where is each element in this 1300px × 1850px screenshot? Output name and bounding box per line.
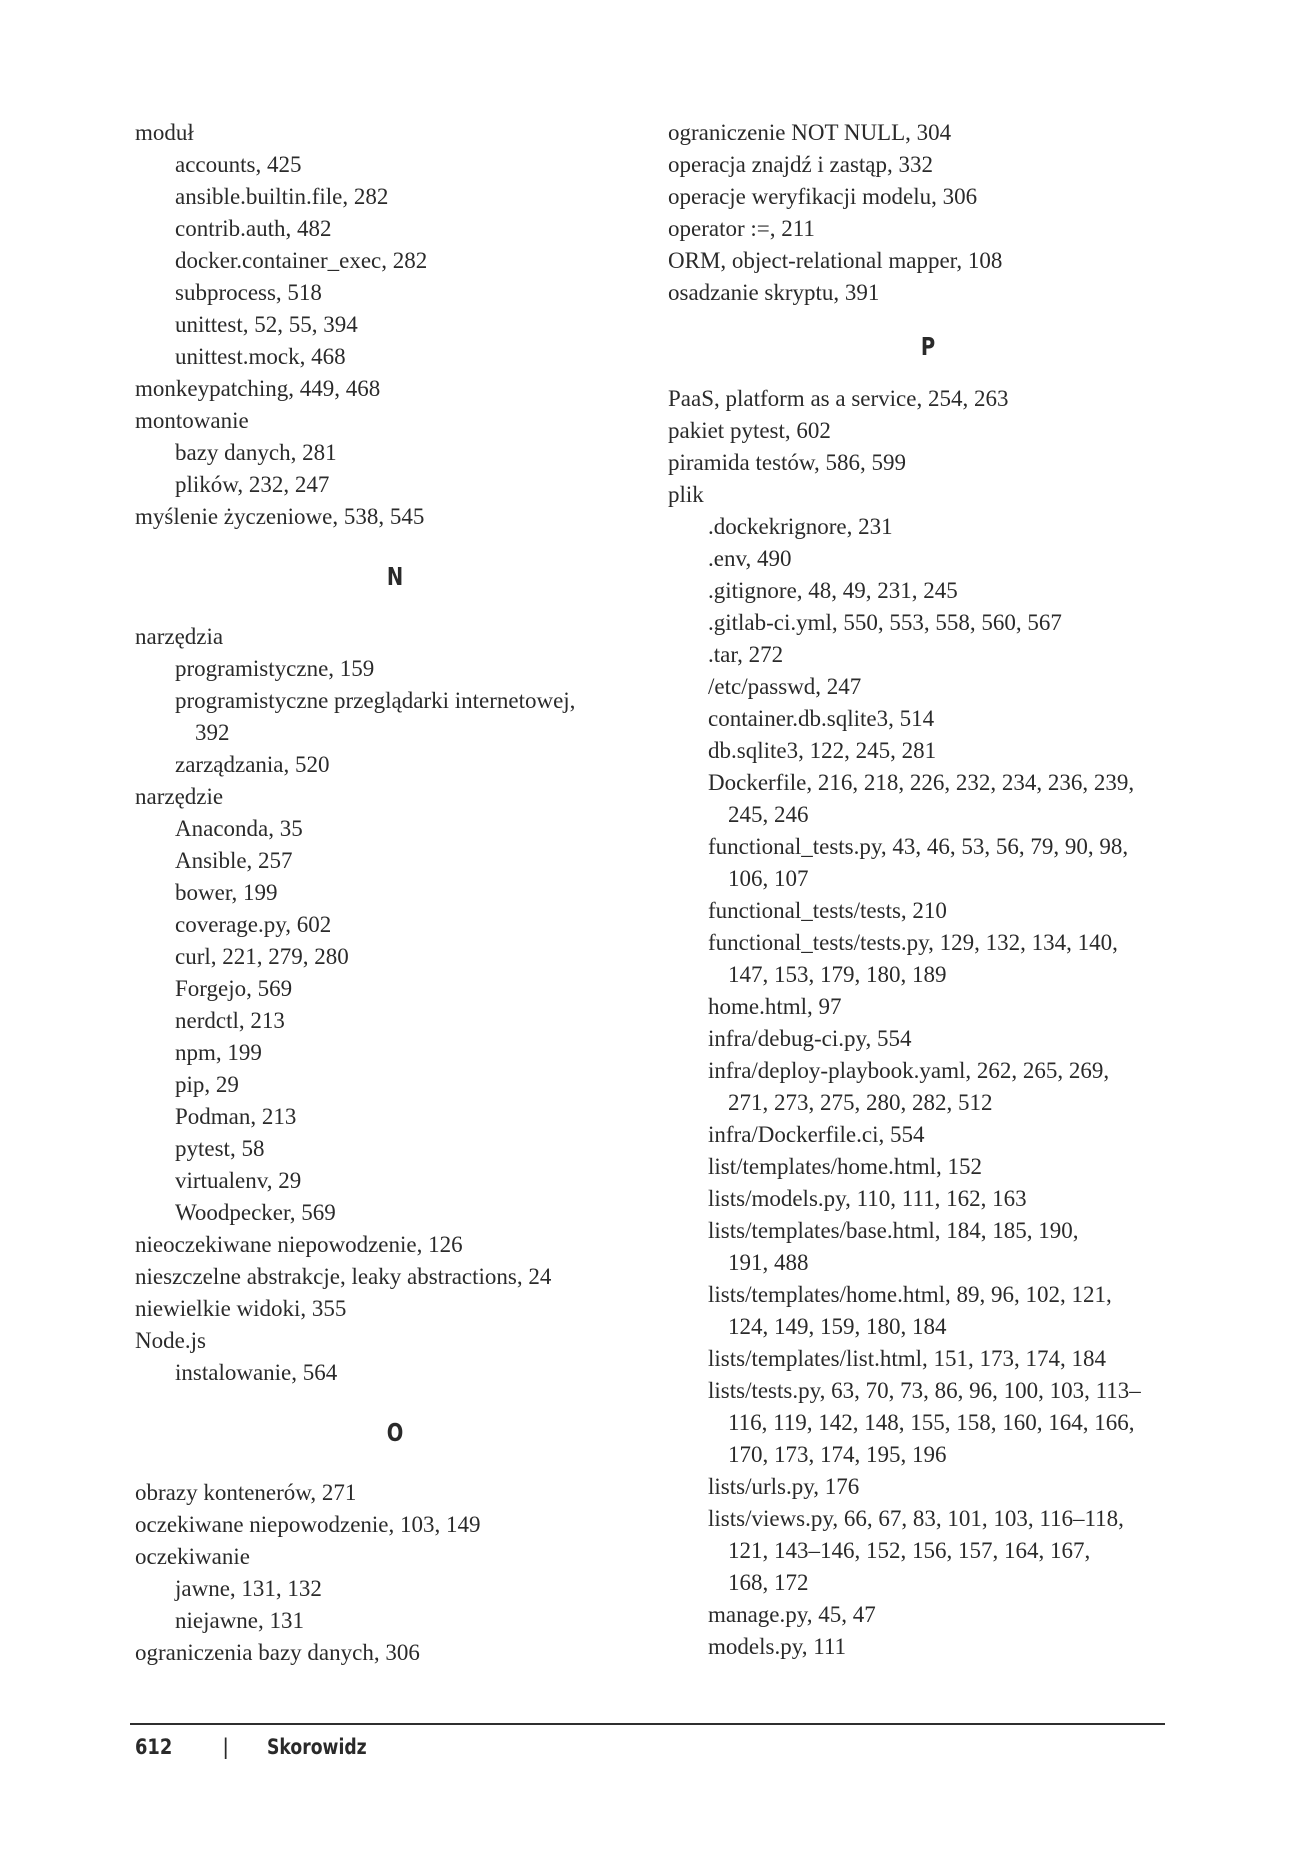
index-entry: myślenie życzeniowe, 538, 545	[135, 504, 425, 529]
index-entry-continuation: 121, 143–146, 152, 156, 157, 164, 167,	[728, 1538, 1091, 1563]
index-subentry: instalowanie, 564	[175, 1360, 338, 1385]
index-subentry: accounts, 425	[175, 152, 302, 177]
index-entry: PaaS, platform as a service, 254, 263	[668, 386, 1009, 411]
index-subentry: .gitlab-ci.yml, 550, 553, 558, 560, 567	[708, 610, 1062, 635]
index-entry: pakiet pytest, 602	[668, 418, 831, 443]
index-subentry: programistyczne, 159	[175, 656, 375, 681]
index-entry: oczekiwane niepowodzenie, 103, 149	[135, 1512, 481, 1537]
index-entry: ograniczenia bazy danych, 306	[135, 1640, 420, 1665]
index-subentry: unittest, 52, 55, 394	[175, 312, 358, 337]
index-subentry: Anaconda, 35	[175, 816, 303, 841]
index-subentry: curl, 221, 279, 280	[175, 944, 349, 969]
index-entry-continuation: 124, 149, 159, 180, 184	[728, 1314, 947, 1339]
index-subentry: niejawne, 131	[175, 1608, 305, 1633]
index-subentry: models.py, 111	[708, 1634, 846, 1659]
index-subentry: ansible.builtin.file, 282	[175, 184, 389, 209]
index-entry: osadzanie skryptu, 391	[668, 280, 880, 305]
index-subentry: functional_tests.py, 43, 46, 53, 56, 79, 90, 98,	[708, 834, 1129, 859]
index-subentry: bazy danych, 281	[175, 440, 337, 465]
index-entry: operacja znajdź i zastąp, 332	[668, 152, 934, 177]
index-subentry: list/templates/home.html, 152	[708, 1154, 983, 1179]
index-subentry: .gitignore, 48, 49, 231, 245	[708, 578, 958, 603]
index-entry-continuation: 271, 273, 275, 280, 282, 512	[728, 1090, 993, 1115]
index-entry: operator :=, 211	[668, 216, 815, 241]
index-entry: ORM, object-relational mapper, 108	[668, 248, 1003, 273]
index-subentry: lists/views.py, 66, 67, 83, 101, 103, 116–118,	[708, 1506, 1124, 1531]
index-subentry: infra/Dockerfile.ci, 554	[708, 1122, 925, 1147]
index-subentry: Ansible, 257	[175, 848, 293, 873]
index-subentry: infra/deploy-playbook.yaml, 262, 265, 269,	[708, 1058, 1110, 1083]
index-entry: obrazy kontenerów, 271	[135, 1480, 357, 1505]
index-subentry: npm, 199	[175, 1040, 262, 1065]
index-subentry: docker.container_exec, 282	[175, 248, 428, 273]
index-subentry: .dockekrignore, 231	[708, 514, 893, 539]
index-entry-continuation: 392	[195, 720, 230, 745]
index-subentry: lists/models.py, 110, 111, 162, 163	[708, 1186, 1027, 1211]
index-entry: niewielkie widoki, 355	[135, 1296, 347, 1321]
index-subentry: lists/templates/base.html, 184, 185, 190,	[708, 1218, 1079, 1243]
index-subentry: lists/urls.py, 176	[708, 1474, 860, 1499]
index-subentry: pytest, 58	[175, 1136, 265, 1161]
index-subentry: Woodpecker, 569	[175, 1200, 336, 1225]
index-entry: moduł	[135, 120, 194, 145]
index-entry: plik	[668, 482, 704, 507]
index-subentry: Dockerfile, 216, 218, 226, 232, 234, 236, 239,	[708, 770, 1135, 795]
index-entry: ograniczenie NOT NULL, 304	[668, 120, 952, 145]
index-subentry: nerdctl, 213	[175, 1008, 285, 1033]
index-entry-continuation: 170, 173, 174, 195, 196	[728, 1442, 947, 1467]
footer-separator: |	[222, 1735, 230, 1759]
index-subentry: .tar, 272	[708, 642, 784, 667]
index-entry: narzędzie	[135, 784, 224, 809]
index-entry: Node.js	[135, 1328, 206, 1353]
index-subentry: Podman, 213	[175, 1104, 297, 1129]
index-entry-continuation: 116, 119, 142, 148, 155, 158, 160, 164, 166,	[728, 1410, 1135, 1435]
index-subentry: lists/templates/home.html, 89, 96, 102, 121,	[708, 1282, 1112, 1307]
index-subentry: container.db.sqlite3, 514	[708, 706, 935, 731]
page-number: 612	[135, 1735, 173, 1759]
index-subentry: jawne, 131, 132	[175, 1576, 322, 1601]
index-subentry: Forgejo, 569	[175, 976, 293, 1001]
index-letter-heading: O	[386, 1418, 404, 1447]
index-entry-continuation: 245, 246	[728, 802, 809, 827]
index-subentry: coverage.py, 602	[175, 912, 332, 937]
index-entry: piramida testów, 586, 599	[668, 450, 907, 475]
index-letter-heading: N	[386, 562, 404, 591]
index-subentry: plików, 232, 247	[175, 472, 330, 497]
index-subentry: functional_tests/tests, 210	[708, 898, 947, 923]
index-entry: monkeypatching, 449, 468	[135, 376, 381, 401]
index-subentry: zarządzania, 520	[175, 752, 330, 777]
index-subentry: contrib.auth, 482	[175, 216, 332, 241]
index-subentry: virtualenv, 29	[175, 1168, 302, 1193]
index-subentry: functional_tests/tests.py, 129, 132, 134, 140,	[708, 930, 1118, 955]
index-subentry: programistyczne przeglądarki internetowej,	[175, 688, 576, 713]
index-subentry: lists/tests.py, 63, 70, 73, 86, 96, 100, 103, 113–	[708, 1378, 1141, 1403]
index-entry: narzędzia	[135, 624, 224, 649]
index-subentry: home.html, 97	[708, 994, 842, 1019]
index-letter-heading: P	[920, 332, 936, 361]
index-subentry: lists/templates/list.html, 151, 173, 174, 184	[708, 1346, 1107, 1371]
index-entry-continuation: 106, 107	[728, 866, 809, 891]
index-entry: montowanie	[135, 408, 249, 433]
footer-rule	[130, 1723, 1165, 1725]
index-subentry: subprocess, 518	[175, 280, 322, 305]
index-column-left	[135, 117, 655, 1669]
index-column-right	[668, 117, 1188, 1663]
index-subentry: infra/debug-ci.py, 554	[708, 1026, 912, 1051]
index-subentry: pip, 29	[175, 1072, 239, 1097]
index-entry-continuation: 191, 488	[728, 1250, 809, 1275]
index-entry-continuation: 147, 153, 179, 180, 189	[728, 962, 947, 987]
page-footer	[135, 1730, 388, 1764]
index-entry: operacje weryfikacji modelu, 306	[668, 184, 978, 209]
index-subentry: unittest.mock, 468	[175, 344, 346, 369]
index-subentry: bower, 199	[175, 880, 278, 905]
index-entry: nieszczelne abstrakcje, leaky abstractions, 24	[135, 1264, 552, 1289]
index-subentry: /etc/passwd, 247	[708, 674, 862, 699]
index-entry: oczekiwanie	[135, 1544, 250, 1569]
footer-title: Skorowidz	[266, 1735, 367, 1759]
index-subentry: db.sqlite3, 122, 245, 281	[708, 738, 937, 763]
index-entry-continuation: 168, 172	[728, 1570, 809, 1595]
index-entry: nieoczekiwane niepowodzenie, 126	[135, 1232, 463, 1257]
index-subentry: .env, 490	[708, 546, 792, 571]
index-subentry: manage.py, 45, 47	[708, 1602, 876, 1627]
